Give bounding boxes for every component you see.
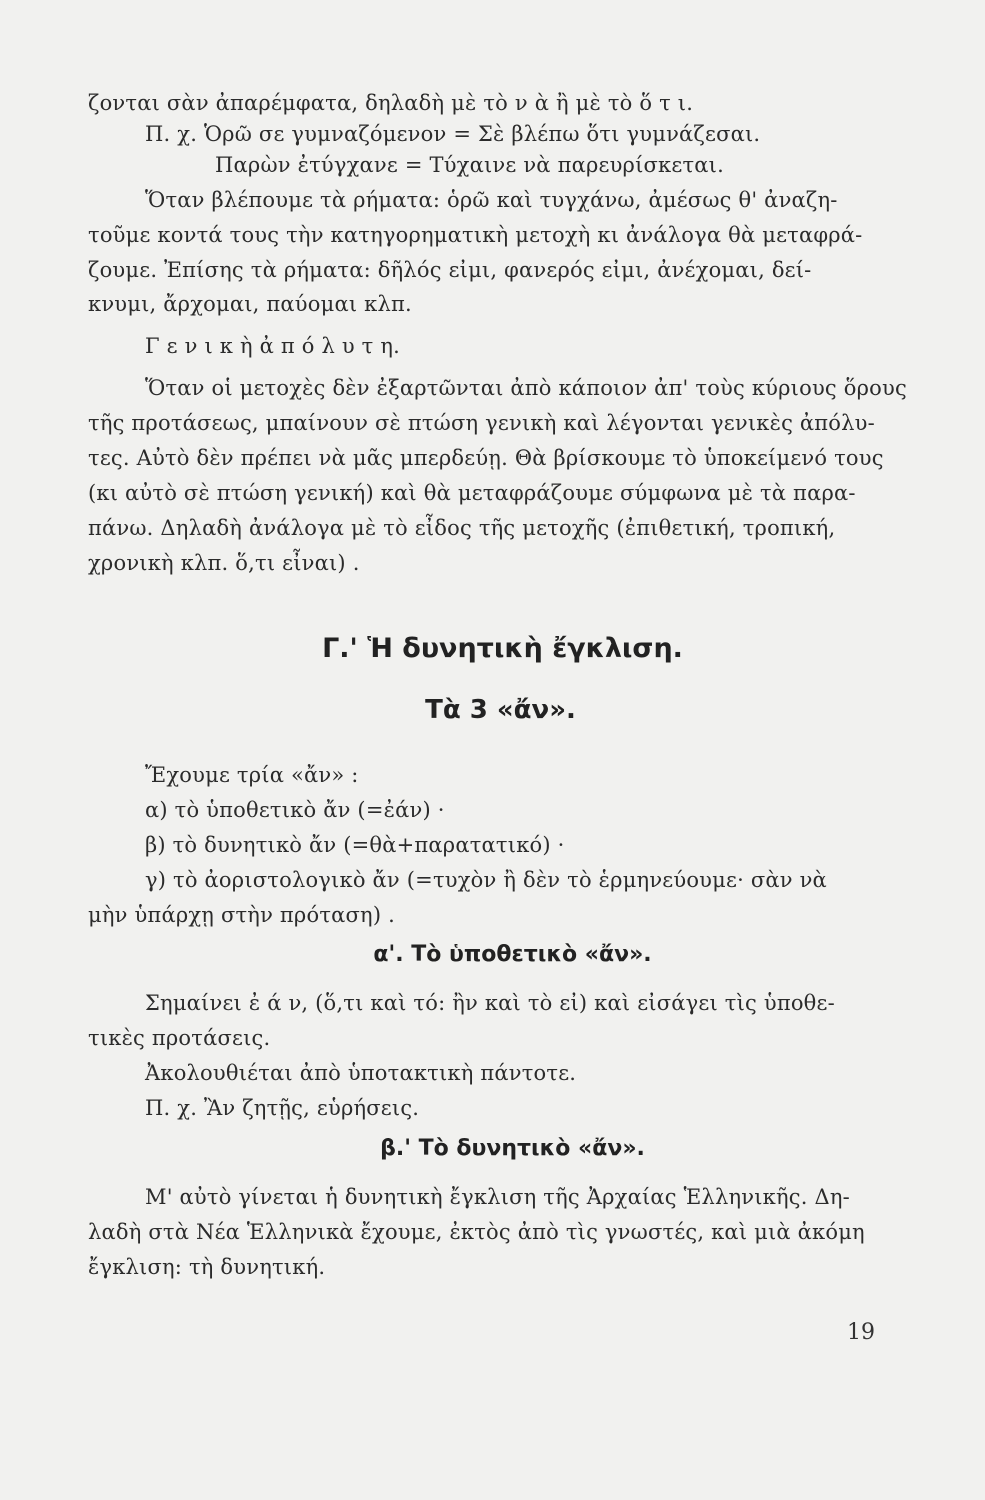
subsection-heading-b: β.' Τὸ δυνητικὸ «ἄν». xyxy=(380,1136,645,1161)
text-line: ζουμε. Ἐπίσης τὰ ρήματα: δῆλός εἰμι, φανερός εἰμι, ἀνέχομαι, δεί- xyxy=(88,258,812,282)
text-line: ζονται σὰν ἀπαρέμφατα, δηλαδὴ μὲ τὸ ν ὰ ἢ μὲ τὸ ὅ τ ι. xyxy=(88,91,694,115)
text-line: Ὅταν βλέπουμε τὰ ρήματα: ὁρῶ καὶ τυγχάνω, ἀμέσως θ' ἀναζη- xyxy=(145,188,838,212)
text-line: (κι αὐτὸ σὲ πτώση γενική) καὶ θὰ μεταφράζουμε σύμφωνα μὲ τὰ παρα- xyxy=(88,481,856,505)
list-intro: Ἔχουμε τρία «ἄν» : xyxy=(145,763,359,787)
text-line: τικὲς προτάσεις. xyxy=(88,1026,271,1050)
section-title: Γ ε ν ι κ ὴ ἀ π ό λ υ τ η. xyxy=(145,334,401,358)
list-item: γ) τὸ ἀοριστολογικὸ ἄν (=τυχὸν ἢ δὲν τὸ ἑρμηνεύουμε· σὰν νὰ xyxy=(145,868,827,892)
text-line: Ἀκολουθιέται ἀπὸ ὑποτακτικὴ πάντοτε. xyxy=(145,1061,577,1085)
chapter-heading: Γ.' Ἡ δυνητικὴ ἔγκλιση. xyxy=(322,633,683,664)
text-line: Π. χ. Ἂν ζητῇς, εὑρήσεις. xyxy=(145,1096,420,1120)
text-line: Σημαίνει ἐ ά ν, (ὅ,τι καὶ τό: ἢν καὶ τὸ εἰ) καὶ εἰσάγει τὶς ὑποθε- xyxy=(145,991,835,1015)
list-item: α) τὸ ὑποθετικὸ ἄν (=ἐάν) · xyxy=(145,798,445,822)
text-line: Ὅταν οἱ μετοχὲς δὲν ἐξαρτῶνται ἀπὸ κάποιον ἀπ' τοὺς κύριους ὅρους xyxy=(145,376,907,400)
chapter-subheading: Τὰ 3 «ἄν». xyxy=(425,695,576,725)
text-line: τες. Αὐτὸ δὲν πρέπει νὰ μᾶς μπερδεύῃ. Θὰ βρίσκουμε τὸ ὑποκείμενό τους xyxy=(88,446,884,470)
list-item: β) τὸ δυνητικὸ ἄν (=θὰ+παρατατικό) · xyxy=(145,833,565,857)
page-number: 19 xyxy=(847,1320,875,1345)
text-line: Π. χ. Ὁρῶ σε γυμναζόμενον = Σὲ βλέπω ὅτι γυμνάζεσαι. xyxy=(145,122,761,146)
text-line: πάνω. Δηλαδὴ ἀνάλογα μὲ τὸ εἶδος τῆς μετοχῆς (ἐπιθετική, τροπική, xyxy=(88,516,836,540)
text-line: κνυμι, ἄρχομαι, παύομαι κλπ. xyxy=(88,292,412,316)
text-line: ἔγκλιση: τὴ δυνητική. xyxy=(88,1255,326,1279)
text-line: Παρὼν ἐτύγχανε = Τύχαινε νὰ παρευρίσκεται. xyxy=(215,153,724,177)
list-item-continuation: μὴν ὑπάρχῃ στὴν πρόταση) . xyxy=(88,903,395,927)
text-line: λαδὴ στὰ Νέα Ἑλληνικὰ ἔχουμε, ἐκτὸς ἀπὸ τὶς γνωστές, καὶ μιὰ ἀκόμη xyxy=(88,1220,865,1244)
text-line: χρονικὴ κλπ. ὅ,τι εἶναι) . xyxy=(88,551,360,575)
subsection-heading-a: α'. Τὸ ὑποθετικὸ «ἄν». xyxy=(373,942,652,967)
text-line: Μ' αὐτὸ γίνεται ἡ δυνητικὴ ἔγκλιση τῆς Ἀρχαίας Ἑλληνικῆς. Δη- xyxy=(145,1185,850,1209)
text-line: τοῦμε κοντά τους τὴν κατηγορηματικὴ μετοχὴ κι ἀνάλογα θὰ μεταφρά- xyxy=(88,223,863,247)
text-line: τῆς προτάσεως, μπαίνουν σὲ πτώση γενικὴ καὶ λέγονται γενικὲς ἀπόλυ- xyxy=(88,411,875,435)
